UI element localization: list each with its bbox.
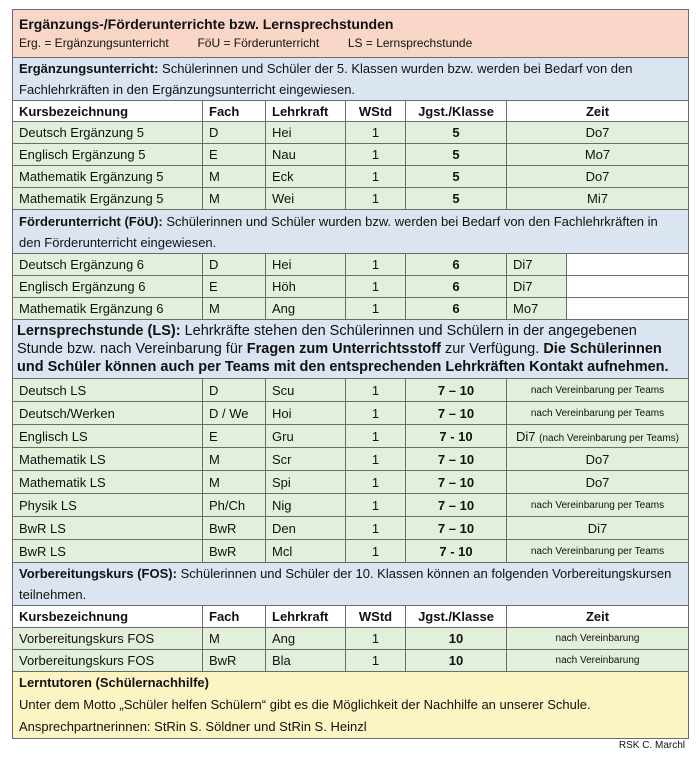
- cell-wstd: 1: [346, 166, 406, 188]
- ls-heading: Lernsprechstunde (LS):: [17, 323, 181, 339]
- table-row: [13, 471, 689, 494]
- cell-klasse: 7 – 10: [406, 402, 507, 425]
- cell-fach: M: [203, 188, 266, 210]
- legend-erg: Erg. = Ergänzungsunterricht: [19, 35, 169, 50]
- col-header-fach: Fach: [203, 101, 266, 122]
- cell-lehrkraft: Eck: [266, 166, 346, 188]
- cell-fach: M: [203, 628, 266, 650]
- cell-empty: [567, 254, 689, 276]
- cell-kurs: Mathematik Ergänzung 6: [13, 298, 203, 320]
- col-header-zeit: Zeit: [507, 606, 689, 628]
- ls-bold-1: Fragen zum Unterrichtsstoff: [246, 341, 441, 357]
- cell-kurs: Deutsch/Werken: [13, 402, 203, 425]
- cell-fach: E: [203, 425, 266, 448]
- cell-wstd: 1: [346, 402, 406, 425]
- cell-klasse: 7 - 10: [406, 540, 507, 563]
- cell-kurs: Mathematik LS: [13, 448, 203, 471]
- tutoren-text: Unter dem Motto „Schüler helfen Schülern“ gibt es die Möglichkeit der Nachhilfe an unserer Schule. Ansprechpartnerinnen: StRin S. Söldner und StRin S. Heinzl: [19, 697, 591, 734]
- cell-kurs: Mathematik Ergänzung 5: [13, 166, 203, 188]
- cell-lehrkraft: Hei: [266, 254, 346, 276]
- cell-wstd: 1: [346, 517, 406, 540]
- cell-wstd: 1: [346, 122, 406, 144]
- table-row: [13, 517, 689, 540]
- cell-kurs: BwR LS: [13, 517, 203, 540]
- cell-lehrkraft: Nau: [266, 144, 346, 166]
- col-header-wstd: WStd: [346, 101, 406, 122]
- col-header-kurs: Kursbezeichnung: [13, 101, 203, 122]
- table-row: [13, 144, 689, 166]
- title-cell: [13, 10, 689, 58]
- cell-klasse: 5: [406, 188, 507, 210]
- cell-kurs: Deutsch Ergänzung 5: [13, 122, 203, 144]
- cell-klasse: 6: [406, 298, 507, 320]
- table-row: [13, 402, 689, 425]
- fos-text: Schülerinnen und Schüler der 10. Klassen können an folgenden Vorbereitungskursen teilnehmen.: [19, 566, 672, 602]
- cell-fach: BwR: [203, 540, 266, 563]
- cell-klasse: 10: [406, 628, 507, 650]
- cell-zeit: Mi7: [507, 188, 689, 210]
- cell-lehrkraft: Nig: [266, 494, 346, 517]
- cell-zeit: Do7: [507, 448, 689, 471]
- cell-kurs: Mathematik Ergänzung 5: [13, 188, 203, 210]
- cell-klasse: 7 – 10: [406, 517, 507, 540]
- cell-klasse: 7 – 10: [406, 471, 507, 494]
- cell-lehrkraft: Scr: [266, 448, 346, 471]
- col-header-zeit: Zeit: [507, 101, 689, 122]
- cell-fach: M: [203, 166, 266, 188]
- cell-zeit: Di7: [507, 254, 567, 276]
- cell-zeit: Di7: [507, 517, 689, 540]
- fos-description-row: [13, 563, 689, 606]
- cell-fach: M: [203, 448, 266, 471]
- cell-kurs: Englisch Ergänzung 5: [13, 144, 203, 166]
- cell-zeit: [507, 425, 689, 448]
- cell-zeit: nach Vereinbarung: [507, 650, 689, 672]
- zeit-extra: (nach Vereinbarung per Teams): [539, 432, 680, 444]
- col-header-klasse: Jgst./Klasse: [406, 101, 507, 122]
- table-row: [13, 188, 689, 210]
- cell-klasse: 10: [406, 650, 507, 672]
- cell-zeit: nach Vereinbarung per Teams: [507, 379, 689, 402]
- cell-zeit: Mo7: [507, 144, 689, 166]
- cell-fach: M: [203, 298, 266, 320]
- cell-wstd: 1: [346, 650, 406, 672]
- cell-wstd: 1: [346, 540, 406, 563]
- fos-heading: Vorbereitungskurs (FOS):: [19, 566, 177, 581]
- cell-wstd: 1: [346, 494, 406, 517]
- ls-text-2: zur Verfügung.: [444, 341, 540, 357]
- cell-fach: M: [203, 471, 266, 494]
- cell-wstd: 1: [346, 298, 406, 320]
- legend: [19, 34, 682, 53]
- cell-zeit: Mo7: [507, 298, 567, 320]
- cell-fach: E: [203, 276, 266, 298]
- fos-description: [13, 563, 689, 606]
- cell-lehrkraft: Spi: [266, 471, 346, 494]
- table-row: [13, 494, 689, 517]
- cell-wstd: 1: [346, 144, 406, 166]
- table-row: [13, 540, 689, 563]
- cell-lehrkraft: Ang: [266, 298, 346, 320]
- cell-lehrkraft: Hei: [266, 122, 346, 144]
- cell-zeit: Do7: [507, 166, 689, 188]
- cell-kurs: BwR LS: [13, 540, 203, 563]
- erganzung-description: [13, 58, 689, 101]
- table-row: [13, 628, 689, 650]
- table-row: [13, 425, 689, 448]
- cell-fach: D: [203, 379, 266, 402]
- cell-empty: [567, 276, 689, 298]
- cell-wstd: 1: [346, 628, 406, 650]
- col-header-lehrkraft: Lehrkraft: [266, 101, 346, 122]
- cell-klasse: 5: [406, 144, 507, 166]
- table-row: [13, 254, 689, 276]
- cell-empty: [567, 298, 689, 320]
- table-row: [13, 276, 689, 298]
- cell-klasse: 6: [406, 276, 507, 298]
- cell-lehrkraft: Wei: [266, 188, 346, 210]
- cell-klasse: 6: [406, 254, 507, 276]
- schedule-table: [12, 9, 689, 739]
- cell-fach: Ph/Ch: [203, 494, 266, 517]
- cell-wstd: 1: [346, 276, 406, 298]
- ls-description: [13, 320, 689, 379]
- col-header-kurs: Kursbezeichnung: [13, 606, 203, 628]
- cell-wstd: 1: [346, 254, 406, 276]
- cell-kurs: Vorbereitungskurs FOS: [13, 650, 203, 672]
- cell-kurs: Englisch Ergänzung 6: [13, 276, 203, 298]
- cell-klasse: 5: [406, 166, 507, 188]
- cell-lehrkraft: Scu: [266, 379, 346, 402]
- cell-lehrkraft: Gru: [266, 425, 346, 448]
- cell-zeit: Do7: [507, 471, 689, 494]
- table-row: [13, 298, 689, 320]
- cell-zeit: nach Vereinbarung per Teams: [507, 540, 689, 563]
- cell-klasse: 7 - 10: [406, 425, 507, 448]
- col-header-lehrkraft: Lehrkraft: [266, 606, 346, 628]
- foerder-description-row: [13, 210, 689, 254]
- title-row: [13, 10, 689, 58]
- cell-wstd: 1: [346, 471, 406, 494]
- cell-kurs: Deutsch Ergänzung 6: [13, 254, 203, 276]
- tutoren-description: [13, 672, 689, 739]
- cell-fach: BwR: [203, 650, 266, 672]
- erganzung-text: Schülerinnen und Schüler der 5. Klassen wurden bzw. werden bei Bedarf von den Fachlehrkräften in den Ergänzungsunterricht eingewiesen.: [19, 61, 633, 97]
- cell-wstd: 1: [346, 448, 406, 471]
- cell-lehrkraft: Hoi: [266, 402, 346, 425]
- tutoren-row: [13, 672, 689, 739]
- cell-fach: D: [203, 122, 266, 144]
- legend-foeu: FöU = Förderunterricht: [197, 35, 320, 50]
- foerder-description: [13, 210, 689, 254]
- cell-kurs: Vorbereitungskurs FOS: [13, 628, 203, 650]
- cell-klasse: 7 – 10: [406, 379, 507, 402]
- fos-column-header-row: [13, 606, 689, 628]
- cell-wstd: 1: [346, 425, 406, 448]
- author-credit: RSK C. Marchl: [618, 740, 685, 751]
- ls-description-row: [13, 320, 689, 379]
- foerder-heading: Förderunterricht (FöU):: [19, 213, 163, 229]
- table-row: [13, 448, 689, 471]
- cell-kurs: Mathematik LS: [13, 471, 203, 494]
- cell-zeit: nach Vereinbarung per Teams: [507, 494, 689, 517]
- cell-lehrkraft: Höh: [266, 276, 346, 298]
- cell-zeit: Do7: [507, 122, 689, 144]
- cell-zeit: nach Vereinbarung per Teams: [507, 402, 689, 425]
- cell-kurs: Englisch LS: [13, 425, 203, 448]
- legend-ls: LS = Lernsprechstunde: [347, 35, 473, 50]
- cell-klasse: 7 – 10: [406, 494, 507, 517]
- foerder-text: Schülerinnen und Schüler wurden bzw. werden bei Bedarf von den Fachlehrkräften in den Förderunterricht eingewiesen.: [19, 213, 658, 250]
- table-row: [13, 166, 689, 188]
- col-header-klasse: Jgst./Klasse: [406, 606, 507, 628]
- page-title: Ergänzungs-/Förderunterrichte bzw. Lernsprechstunden: [19, 15, 394, 32]
- cell-klasse: 5: [406, 122, 507, 144]
- cell-wstd: 1: [346, 188, 406, 210]
- cell-fach: E: [203, 144, 266, 166]
- zeit-value: Di7: [515, 428, 536, 444]
- table-row: [13, 650, 689, 672]
- cell-lehrkraft: Den: [266, 517, 346, 540]
- cell-wstd: 1: [346, 379, 406, 402]
- erganzung-heading: Ergänzungsunterricht:: [19, 61, 159, 76]
- table-row: [13, 379, 689, 402]
- cell-fach: BwR: [203, 517, 266, 540]
- cell-lehrkraft: Ang: [266, 628, 346, 650]
- tutoren-heading: Lerntutoren (Schülernachhilfe): [19, 675, 209, 690]
- cell-kurs: Deutsch LS: [13, 379, 203, 402]
- cell-fach: D / We: [203, 402, 266, 425]
- cell-fach: D: [203, 254, 266, 276]
- ls-bold-2: Die Schülerinnen und Schüler können auch per Teams mit den entsprechenden Lehrkräften Kontakt aufnehmen.: [17, 341, 669, 375]
- column-header-row: [13, 101, 689, 122]
- cell-zeit: nach Vereinbarung: [507, 628, 689, 650]
- cell-kurs: Physik LS: [13, 494, 203, 517]
- col-header-wstd: WStd: [346, 606, 406, 628]
- cell-lehrkraft: Mcl: [266, 540, 346, 563]
- table-row: [13, 122, 689, 144]
- cell-lehrkraft: Bla: [266, 650, 346, 672]
- col-header-fach: Fach: [203, 606, 266, 628]
- cell-klasse: 7 – 10: [406, 448, 507, 471]
- ls-text-1: Lehrkräfte stehen den Schülerinnen und Schülern in der angegebenen Stunde bzw. nach Vereinbarung für: [17, 323, 637, 357]
- erganzung-description-row: [13, 58, 689, 101]
- cell-zeit: Di7: [507, 276, 567, 298]
